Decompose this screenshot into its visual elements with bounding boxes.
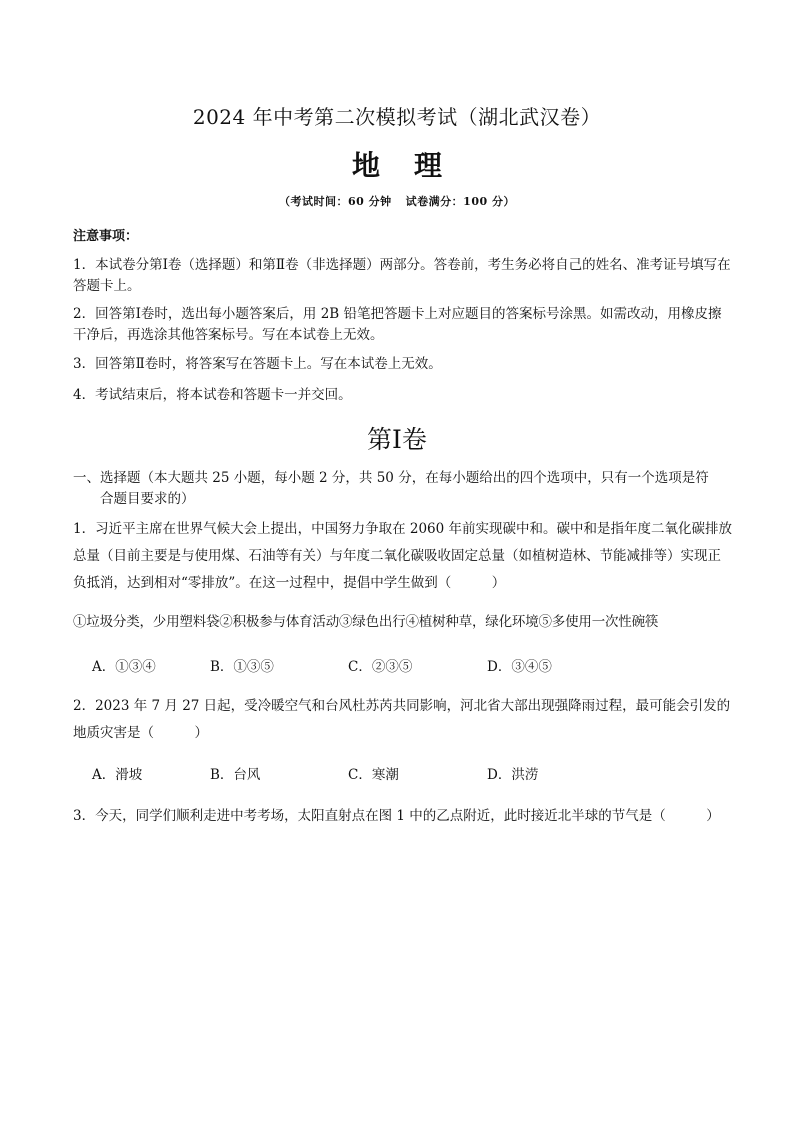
question-1-option-b[interactable]: B．①③⑤ [210, 659, 274, 675]
question-2-option-c[interactable]: C．寒潮 [348, 767, 399, 783]
subject-char-2: 理 [414, 149, 443, 182]
question-1-option-d[interactable]: D．③④⑤ [487, 659, 552, 675]
note-item-1: 1．本试卷分第Ⅰ卷（选择题）和第Ⅱ卷（非选择题）两部分。答卷前，考生务必将自己的姓名、准考证号填写在答题卡上。 [73, 257, 731, 294]
question-1-stem: 1．习近平主席在世界气候大会上提出，中国努力争取在 2060 年前实现碳中和。碳中和是指年度二氧化碳排放总量（目前主要是与使用煤、石油等有关）与年度二氧化碳吸收固定总量（如植树造林、节能减排等）实现正负抵消，达到相对“零排放”。在这一过程中，提倡中学生做到（ ） [73, 521, 733, 591]
question-1-option-c[interactable]: C．②③⑤ [348, 659, 413, 675]
exam-title: 2024 年中考第二次模拟考试（湖北武汉卷） [192, 105, 602, 129]
question-3-stem: 3．今天，同学们顺利走进中考考场，太阳直射点在图 1 中的乙点附近，此时接近北半球的节气是（ ） [73, 808, 720, 824]
section-title: 第Ⅰ卷 [367, 425, 427, 454]
question-1-statements: ①垃圾分类，少用塑料袋②积极参与体育活动③绿色出行④植树种草，绿化环境⑤多使用一次性碗筷 [73, 614, 659, 630]
question-2-option-d[interactable]: D．洪涝 [487, 767, 539, 783]
time-label: （考试时间：60 分钟 [279, 195, 392, 208]
mc-intro-line-2: 合题目要求的） [100, 491, 195, 507]
subject-char-1: 地 [351, 149, 380, 182]
note-item-3: 3．回答第Ⅱ卷时，将答案写在答题卡上。写在本试卷上无效。 [73, 356, 442, 372]
notes-heading: 注意事项： [73, 229, 139, 244]
score-label: 试卷满分：100 分） [405, 195, 515, 208]
question-2-option-b[interactable]: B．台风 [210, 767, 261, 783]
subject-title [0, 144, 794, 184]
note-item-4: 4．考试结束后，将本试卷和答题卡一并交回。 [73, 387, 352, 403]
question-1-option-a[interactable]: A．①③④ [92, 659, 156, 675]
mc-section-intro [73, 468, 733, 510]
note-item-2: 2．回答第Ⅰ卷时，选出每小题答案后，用 2B 铅笔把答题卡上对应题目的答案标号涂黑。如需改动，用橡皮擦干净后，再选涂其他答案标号。写在本试卷上无效。 [73, 306, 722, 343]
exam-time-info [0, 193, 794, 209]
mc-intro-line-1: 一、选择题（本大题共 25 小题，每小题 2 分，共 50 分，在每小题给出的四个选项中，只有一个选项是符 [73, 470, 709, 486]
question-2-option-a[interactable]: A．滑坡 [92, 767, 143, 783]
question-2-stem: 2．2023 年 7 月 27 日起，受冷暖空气和台风杜苏芮共同影响，河北省大部出现强降雨过程，最可能会引发的地质灾害是（ ） [73, 698, 731, 741]
